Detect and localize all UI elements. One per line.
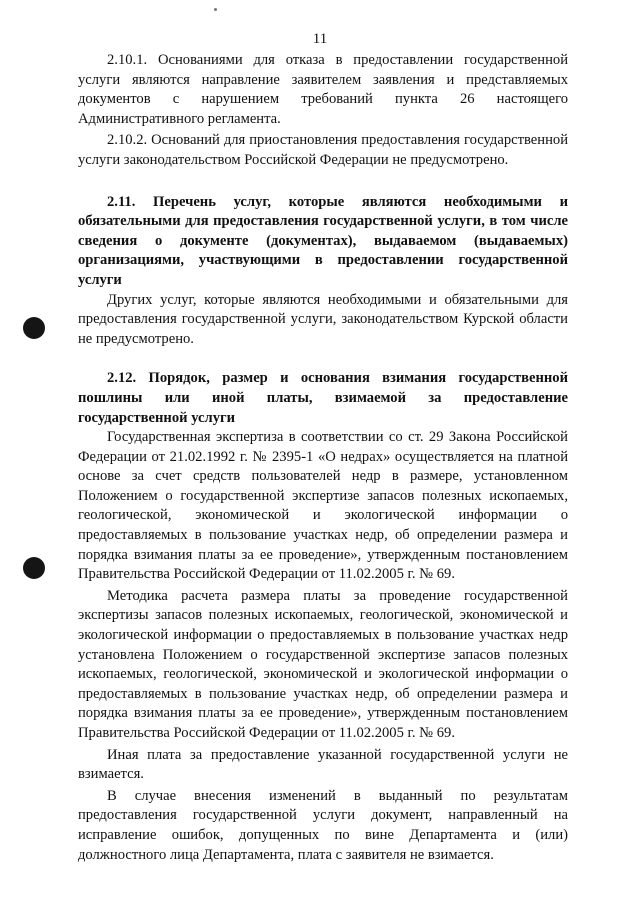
paragraph-corrections-free: В случае внесения изменений в выданный по результатам предоставления государственной услуги документ, направленный на исправление ошибок, допущенных по вине Департамента и (или) должностного лица Департамента, плата с заявителя не взимается. <box>78 787 568 863</box>
paragraph-2-11-body: Других услуг, которые являются необходимыми и обязательными для предоставления государственной услуги, законодательством Курской области не предусмотрено. <box>78 291 568 347</box>
paragraph-fee-methodology: Методика расчета размера платы за проведение государственной экспертизы запасов полезных ископаемых, геологической, экономической и экологической информации о предоставляемых в пользование участках недр установлена Положением о государственной экспертизе запасов полезных ископаемых, геологической, экономической и экологической информации о предоставляемых в пользование участках недр, об определении размера и порядка взимания платы за ее проведение», утвержденным постановлением Правительства Российской Федерации от 11.02.2005 г. № 69. <box>78 587 568 741</box>
scan-speck <box>214 8 217 11</box>
paragraph-no-other-fee: Иная плата за предоставление указанной государственной услуги не взимается. <box>78 746 568 783</box>
section-heading-2-11: 2.11. Перечень услуг, которые являются необходимыми и обязательными для предоставления государственной услуги, в том числе сведения о документе (документах), выдаваемом (выдаваемых) организациями, участвующими в предоставлении государственной услуги <box>78 193 568 288</box>
document-body <box>78 51 568 865</box>
punch-hole-lower <box>23 557 45 579</box>
page-number: 11 <box>312 31 328 47</box>
paragraph-2-10-1: 2.10.1. Основаниями для отказа в предоставлении государственной услуги являются направление заявителем заявления и представляемых документов с нарушением требований пункта 26 настоящего Административного регламента. <box>78 52 568 127</box>
punch-hole-upper <box>23 317 45 339</box>
paragraph-state-expertise: Государственная экспертиза в соответствии со ст. 29 Закона Российской Федерации от 21.02.1992 г. № 2395-1 «О недрах» осуществляется на платной основе за счет средств пользователей недр в размере, установленном Положением о государственной экспертизе запасов полезных ископаемых, геологической, экономической и экологической информации о предоставляемых в пользование участках недр, об определении размера и порядка взимания платы за ее проведение», утвержденным постановлением Правительства Российской Федерации от 11.02.2005 г. № 69. <box>78 429 568 583</box>
section-heading-2-12: 2.12. Порядок, размер и основания взимания государственной пошлины или иной платы, взимаемой за предоставление государственной услуги <box>78 370 568 426</box>
paragraph-2-10-2: 2.10.2. Оснований для приостановления предоставления государственной услуги законодательством Российской Федерации не предусмотрено. <box>78 132 568 168</box>
